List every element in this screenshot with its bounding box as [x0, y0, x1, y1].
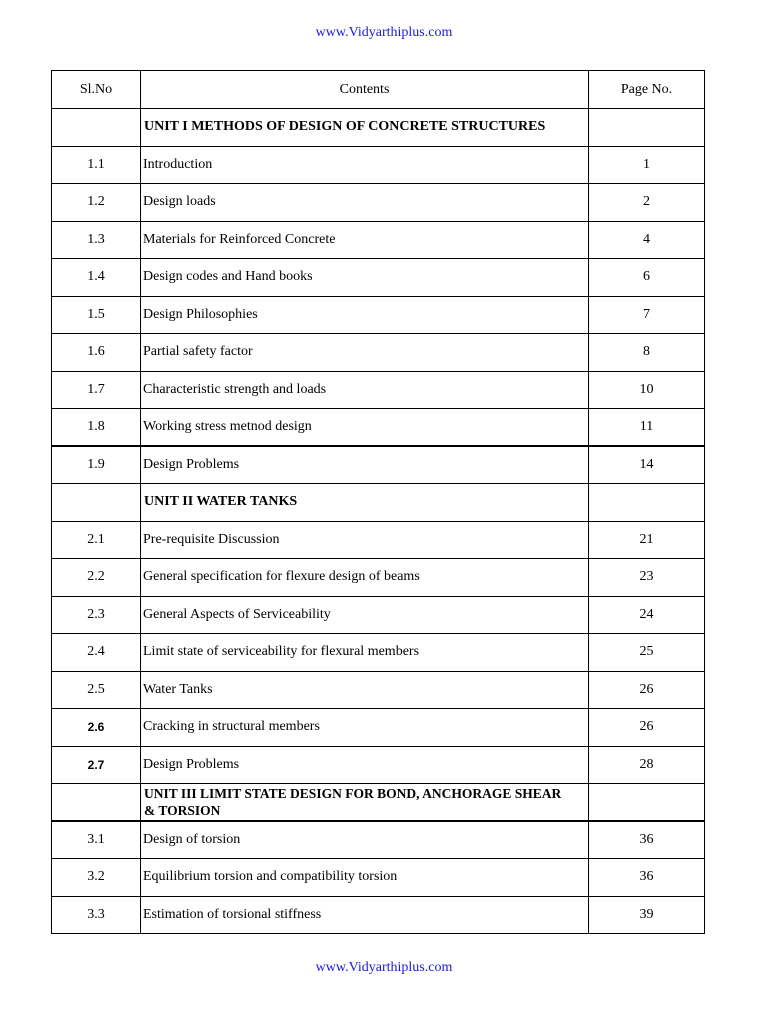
- table-row: [52, 596, 705, 634]
- section-title: Design Philosophies: [141, 296, 589, 334]
- table-row: [52, 896, 705, 934]
- page-number: 36: [589, 821, 705, 859]
- section-title: Design Problems: [141, 446, 589, 484]
- page-number: 28: [589, 746, 705, 784]
- table-row: [52, 259, 705, 297]
- page-number: 8: [589, 334, 705, 372]
- section-title: Design codes and Hand books: [141, 259, 589, 297]
- section-title: Materials for Reinforced Concrete: [141, 221, 589, 259]
- section-number: 1.3: [52, 221, 141, 259]
- unit-heading-row: [52, 784, 705, 822]
- section-number: 3.3: [52, 896, 141, 934]
- section-title: Water Tanks: [141, 671, 589, 709]
- page-number: 24: [589, 596, 705, 634]
- table-row: [52, 671, 705, 709]
- unit-title-line-2: & TORSION: [144, 803, 221, 818]
- section-title: Equilibrium torsion and compatibility torsion: [141, 859, 589, 897]
- unit-title: UNIT I METHODS OF DESIGN OF CONCRETE STRUCTURES: [141, 109, 589, 147]
- table-row: [52, 859, 705, 897]
- column-header-contents: Contents: [141, 71, 589, 109]
- table-row: [52, 409, 705, 447]
- unit-heading-row: [52, 109, 705, 147]
- page-number: 26: [589, 709, 705, 747]
- page-number: 36: [589, 859, 705, 897]
- section-number: 1.1: [52, 146, 141, 184]
- table-row: [52, 521, 705, 559]
- page-number: 6: [589, 259, 705, 297]
- section-title: Design of torsion: [141, 821, 589, 859]
- unit-title: UNIT II WATER TANKS: [141, 484, 589, 522]
- section-number: 2.3: [52, 596, 141, 634]
- unit-heading-row: [52, 484, 705, 522]
- table-row: [52, 746, 705, 784]
- section-number: 2.7: [52, 746, 141, 784]
- footer-site-link[interactable]: www.Vidyarthiplus.com: [315, 960, 453, 975]
- section-number: 1.5: [52, 296, 141, 334]
- table-row: [52, 371, 705, 409]
- table-row: [52, 221, 705, 259]
- section-number: 2.1: [52, 521, 141, 559]
- table-row: [52, 559, 705, 597]
- section-number: 2.4: [52, 634, 141, 672]
- table-row: [52, 296, 705, 334]
- header-site-link[interactable]: www.Vidyarthiplus.com: [315, 25, 453, 40]
- table-row: [52, 184, 705, 222]
- section-title: Partial safety factor: [141, 334, 589, 372]
- section-title: Estimation of torsional stiffness: [141, 896, 589, 934]
- column-header-page: Page No.: [589, 71, 705, 109]
- table-row: [52, 446, 705, 484]
- page-number: 14: [589, 446, 705, 484]
- page-number: 1: [589, 146, 705, 184]
- section-number: 1.8: [52, 409, 141, 447]
- table-row: [52, 334, 705, 372]
- section-title: Limit state of serviceability for flexural members: [141, 634, 589, 672]
- section-number: 3.2: [52, 859, 141, 897]
- section-number: 1.4: [52, 259, 141, 297]
- page-number: 4: [589, 221, 705, 259]
- page-number: 26: [589, 671, 705, 709]
- section-title: General Aspects of Serviceability: [141, 596, 589, 634]
- section-number: 1.9: [52, 446, 141, 484]
- page-number: 23: [589, 559, 705, 597]
- unit-title-line-1: UNIT III LIMIT STATE DESIGN FOR BOND, ANCHORAGE SHEAR: [144, 786, 562, 801]
- page-number: 21: [589, 521, 705, 559]
- section-title: Introduction: [141, 146, 589, 184]
- section-number: 2.5: [52, 671, 141, 709]
- page-number: 39: [589, 896, 705, 934]
- table-row: [52, 146, 705, 184]
- section-title: Design Problems: [141, 746, 589, 784]
- page-number: 2: [589, 184, 705, 222]
- section-number: 1.6: [52, 334, 141, 372]
- page-number: 11: [589, 409, 705, 447]
- section-number: 1.7: [52, 371, 141, 409]
- section-title: Design loads: [141, 184, 589, 222]
- table-header-row: [52, 71, 705, 109]
- page-number: 25: [589, 634, 705, 672]
- table-row: [52, 634, 705, 672]
- page-number: 10: [589, 371, 705, 409]
- page-number: 7: [589, 296, 705, 334]
- table-row: [52, 709, 705, 747]
- section-number: 3.1: [52, 821, 141, 859]
- section-number: 2.6: [52, 709, 141, 747]
- section-title: General specification for flexure design of beams: [141, 559, 589, 597]
- column-header-slno: Sl.No: [52, 71, 141, 109]
- section-title: Cracking in structural members: [141, 709, 589, 747]
- section-title: Characteristic strength and loads: [141, 371, 589, 409]
- contents-table: [51, 70, 705, 934]
- section-number: 2.2: [52, 559, 141, 597]
- table-row: [52, 821, 705, 859]
- unit-title: [141, 784, 589, 822]
- section-title: Working stress metnod design: [141, 409, 589, 447]
- section-title: Pre-requisite Discussion: [141, 521, 589, 559]
- section-number: 1.2: [52, 184, 141, 222]
